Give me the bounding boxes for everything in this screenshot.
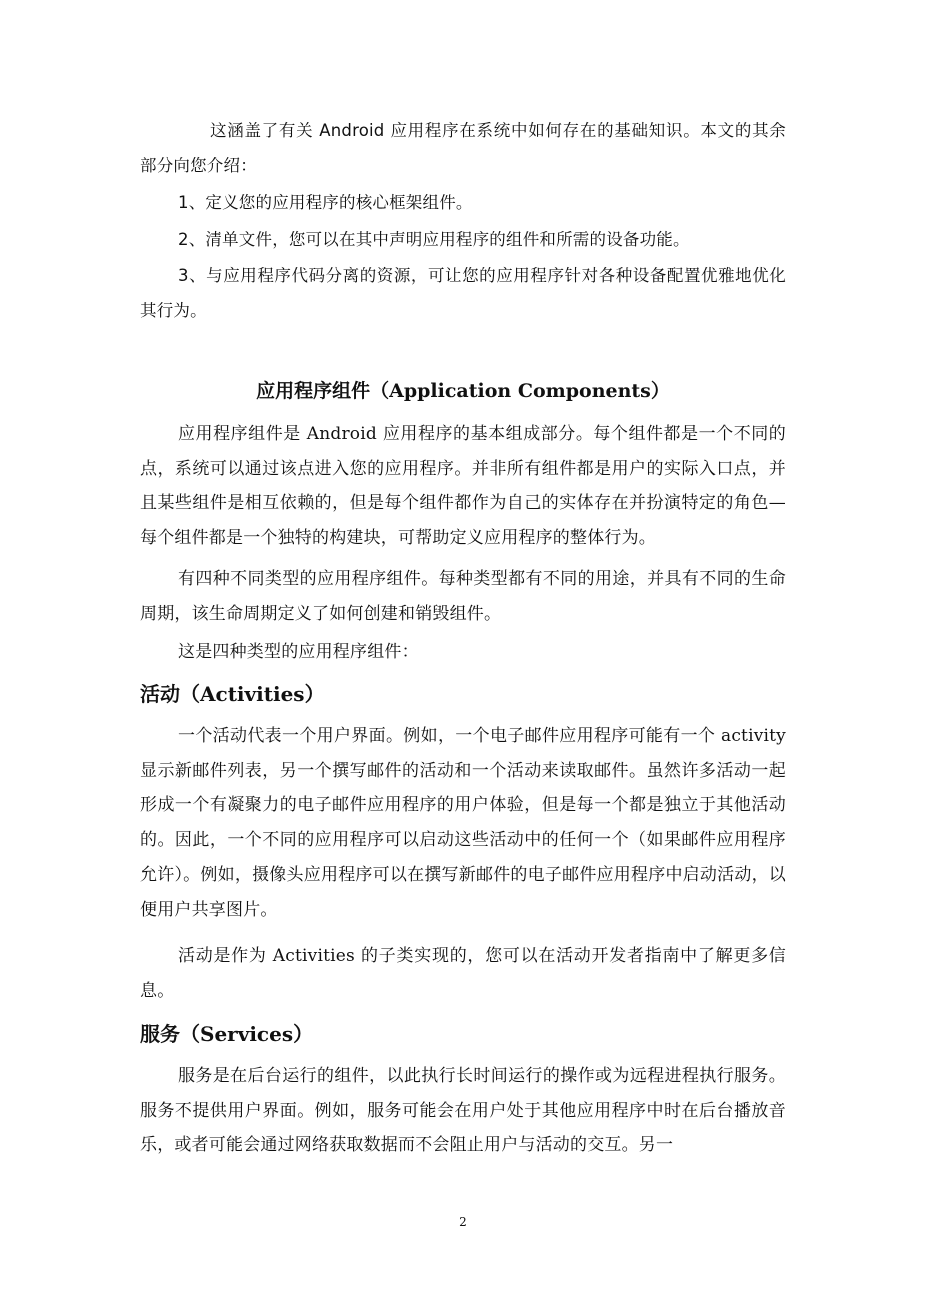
intro-list-item: 2、清单文件，您可以在其中声明应用程序的组件和所需的设备功能。 bbox=[178, 230, 690, 249]
activities-paragraph: 活动是作为 Activities 的子类实现的，您可以在活动开发者指南中了解更多信息。 bbox=[140, 946, 786, 1001]
components-paragraph: 应用程序组件是 Android 应用程序的基本组成部分。每个组件都是一个不同的点，系统可以通过该点进入您的应用程序。并非所有组件都是用户的实际入口点，并且某些组件是相互依赖的，但是每个组件都作为自己的实体存在并扮演特定的角色—每个组件都是一个独特的构建块，可帮助定义应用程序的整体行为。 bbox=[140, 424, 786, 549]
heading-activities: 活动（Activities） bbox=[140, 682, 325, 706]
activities-paragraph: 一个活动代表一个用户界面。例如，一个电子邮件应用程序可能有一个 activity 显示新邮件列表，另一个撰写邮件的活动和一个活动来读取邮件。虽然许多活动一起形成一个有凝聚力的电子邮件应用程序的用户体验，但是每一个都是独立于其他活动的。因此，一个不同的应用程序可以启动这些活动中的任何一个（如果邮件应用程序允许）。例如，摄像头应用程序可以在撰写新邮件的电子邮件应用程序中启动活动，以便用户共享图片。 bbox=[140, 726, 786, 920]
intro-paragraph: 这涵盖了有关 Android 应用程序在系统中如何存在的基础知识。本文的其余部分向您介绍： bbox=[140, 121, 786, 175]
intro-list-item: 3、与应用程序代码分离的资源，可让您的应用程序针对各种设备配置优雅地优化其行为。 bbox=[140, 266, 786, 320]
components-paragraph: 有四种不同类型的应用程序组件。每种类型都有不同的用途，并具有不同的生命周期，该生命周期定义了如何创建和销毁组件。 bbox=[140, 569, 786, 624]
components-paragraph: 这是四种类型的应用程序组件： bbox=[178, 642, 419, 662]
page-number: 2 bbox=[459, 1215, 467, 1229]
intro-list-item: 1、定义您的应用程序的核心框架组件。 bbox=[178, 193, 473, 212]
section-title-application-components: 应用程序组件（Application Components） bbox=[256, 380, 670, 402]
services-paragraph: 服务是在后台运行的组件，以此执行长时间运行的操作或为远程进程执行服务。服务不提供用户界面。例如，服务可能会在用户处于其他应用程序中时在后台播放音乐，或者可能会通过网络获取数据而不会阻止用户与活动的交互。另一 bbox=[140, 1066, 786, 1156]
heading-services: 服务（Services） bbox=[140, 1022, 314, 1046]
